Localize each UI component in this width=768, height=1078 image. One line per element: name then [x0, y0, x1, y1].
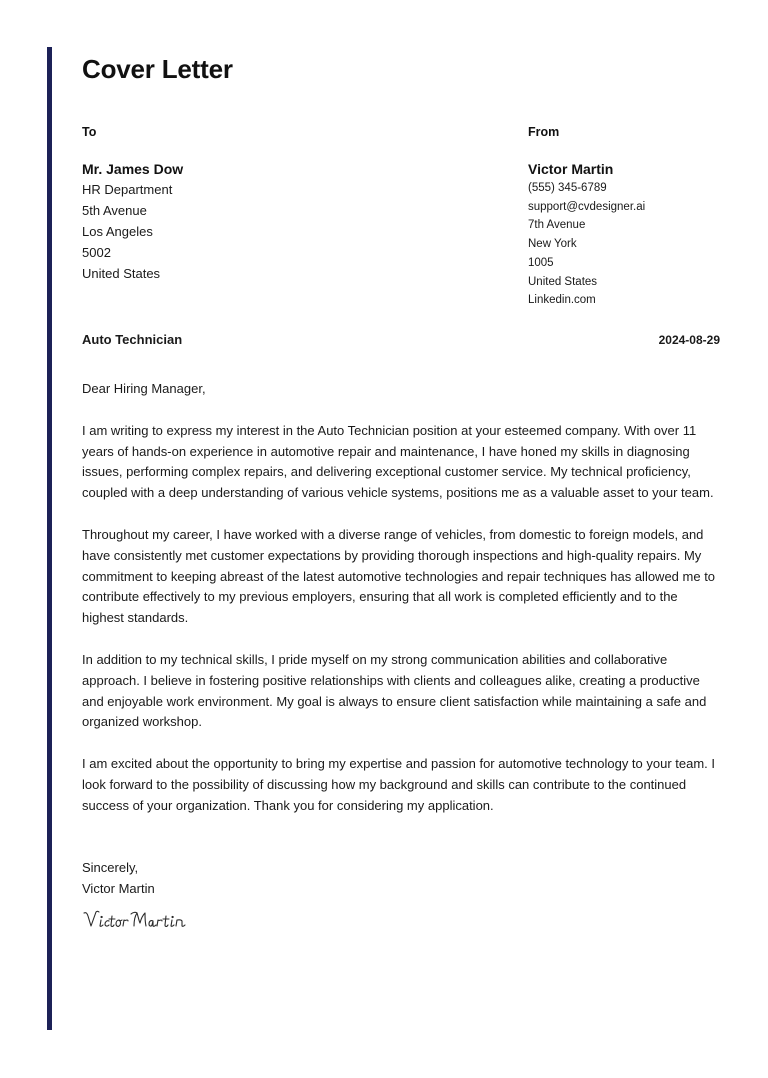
accent-bar: [47, 47, 52, 1030]
recipient-city: Los Angeles: [82, 224, 153, 239]
page-title: Cover Letter: [82, 54, 233, 84]
letter-body: [82, 379, 722, 838]
letter-subject: Auto Technician: [82, 332, 183, 347]
sender-linkedin: Linkedin.com: [528, 294, 596, 307]
to-label: To: [82, 125, 97, 139]
body-paragraph: Throughout my career, I have worked with a diverse range of vehicles, from domestic to foreign models, and have consistently met customer expectations by providing thorough inspections and high-quality repairs. My commitment to keeping abreast of the latest automotive technologies and repair techniques has allowed me to contribute effectively to my previous employers, ensuring that all work is completed efficiently and to the highest standards.: [82, 526, 716, 626]
handwritten-signature: [82, 907, 192, 933]
valediction: Sincerely,: [82, 860, 139, 875]
recipient-street: 5th Avenue: [82, 203, 147, 218]
recipient-department: HR Department: [82, 182, 173, 197]
subject-row: [82, 331, 720, 349]
letter-date: 2024-08-29: [658, 333, 720, 347]
closing-name: Victor Martin: [82, 881, 155, 896]
sender-name: Victor Martin: [528, 161, 614, 177]
from-label: From: [528, 125, 560, 139]
body-paragraph: In addition to my technical skills, I pride myself on my strong communication abilities and collaborative approach. I believe in fostering positive relationships with clients and colleagues alike, creating a productive and enjoyable work environment. My goal is always to ensure client satisfaction while maintaining a safe and organized workshop.: [82, 651, 707, 730]
recipient-name: Mr. James Dow: [82, 161, 184, 177]
sender-street: 7th Avenue: [528, 219, 586, 232]
body-paragraph: I am writing to express my interest in the Auto Technician position at your esteemed company. With over 11 years of hands-on experience in automotive repair and maintenance, I have honed my skills in diagnosing issues, performing complex repairs, and delivering exceptional customer service. My technical proficiency, coupled with a deep understanding of various vehicle systems, positions me as a valuable asset to your team.: [82, 422, 714, 501]
sender-city: New York: [528, 238, 577, 251]
recipient-postal-code: 5002: [82, 245, 111, 260]
sender-block: [528, 124, 728, 310]
closing-block: [82, 857, 155, 899]
sender-phone: (555) 345-6789: [528, 182, 607, 194]
recipient-country: United States: [82, 266, 161, 281]
recipient-address: [82, 179, 382, 284]
sender-contact: [528, 179, 728, 310]
recipient-block: [82, 124, 382, 284]
sender-country: United States: [528, 275, 598, 288]
greeting: Dear Hiring Manager,: [82, 381, 206, 396]
sender-postal-code: 1005: [528, 256, 554, 269]
sender-email: support@cvdesigner.ai: [528, 200, 646, 213]
body-paragraph: I am excited about the opportunity to bring my expertise and passion for automotive technology to your team. I look forward to the possibility of discussing how my background and skills can contribute to the continued success of your organization. Thank you for considering my application.: [82, 756, 716, 813]
